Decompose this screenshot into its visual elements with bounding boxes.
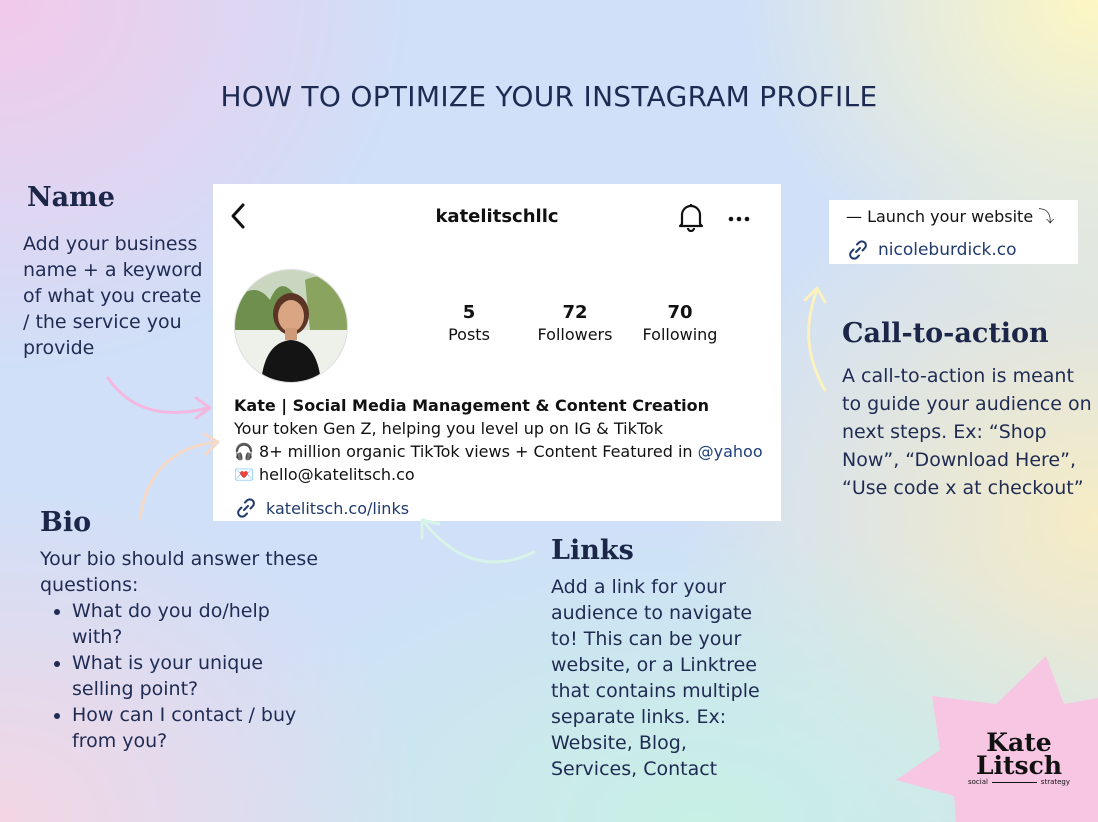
- bio-line-text: 8+ million organic TikTok views + Content Featured in: [253, 442, 698, 461]
- bio-bullet: • What do you do/help with?: [72, 598, 287, 650]
- cta-heading: Call-to-action: [842, 318, 1049, 349]
- page-title: HOW TO OPTIMIZE YOUR INSTAGRAM PROFILE: [220, 80, 878, 113]
- stat-label: Following: [642, 325, 718, 344]
- stat-label: Followers: [537, 325, 613, 344]
- bell-icon[interactable]: [677, 202, 705, 236]
- love-letter-icon: 💌: [234, 465, 254, 484]
- cta-link-text: nicoleburdick.co: [878, 240, 1017, 260]
- cta-description: A call-to-action is meant to guide your audience on next steps. Ex: “Shop Now”, “Download Here”, “Use code x at checkout”: [842, 365, 1092, 499]
- bio-bullet: • What is your unique selling point?: [72, 650, 287, 702]
- name-heading: Name: [27, 182, 115, 213]
- bio-description: [40, 546, 340, 754]
- stat-followers[interactable]: [525, 302, 625, 344]
- stat-label: Posts: [448, 325, 490, 344]
- links-heading: Links: [551, 535, 634, 566]
- links-description: Add a link for your audience to navigate to! This can be your website, or a Linktree that contains multiple separate links. Ex: Website, Blog, Services, Contact: [551, 576, 760, 780]
- cta-launch-text: — Launch your website ⤵: [846, 207, 1055, 226]
- link-icon: [234, 496, 258, 520]
- headphones-icon: 🎧: [234, 442, 254, 461]
- yahoo-mention-link[interactable]: @yahoo: [697, 442, 763, 461]
- profile-bio-line: [234, 440, 763, 463]
- profile-avatar[interactable]: [234, 269, 348, 383]
- stat-following[interactable]: [630, 302, 730, 344]
- profile-bio: [234, 394, 763, 486]
- logo-tag-right: strategy: [1040, 778, 1070, 786]
- profile-username: katelitschllc: [435, 206, 559, 227]
- name-description: Add your business name + a keyword of what you create / the service you provide: [23, 233, 203, 359]
- logo-line2: Litsch: [975, 751, 1063, 780]
- bio-email-text: hello@katelitsch.co: [253, 465, 415, 484]
- bio-intro: Your bio should answer these questions:: [40, 548, 319, 596]
- name-arrow-icon: [100, 370, 220, 430]
- instagram-profile-card: [213, 184, 781, 521]
- logo-tag-left: social: [968, 778, 988, 786]
- bio-arrow-icon: [130, 430, 230, 525]
- more-options-icon[interactable]: [727, 204, 751, 228]
- stat-value: 5: [462, 302, 476, 323]
- bio-bullet: • How can I contact / buy from you?: [72, 702, 312, 754]
- profile-link-text: katelitsch.co/links: [266, 498, 410, 518]
- cta-arrow-icon: [795, 282, 845, 394]
- kate-litsch-logo: [960, 728, 1078, 786]
- bio-heading: Bio: [40, 507, 92, 538]
- cta-example-box: [829, 200, 1078, 264]
- logo-line1: Kate: [986, 728, 1052, 757]
- profile-bio-line: [234, 463, 763, 486]
- profile-bio-line: Your token Gen Z, helping you level up on IG & TikTok: [234, 419, 663, 438]
- profile-name-line: Kate | Social Media Management & Content Creation: [234, 396, 709, 415]
- cta-link[interactable]: [846, 238, 1017, 262]
- stat-posts[interactable]: [419, 302, 519, 344]
- link-icon: [846, 238, 870, 262]
- stat-value: 70: [667, 302, 693, 323]
- logo-divider: [992, 782, 1037, 783]
- stat-value: 72: [562, 302, 588, 323]
- bio-bullet-list: [40, 598, 340, 754]
- links-arrow-icon: [412, 512, 542, 572]
- profile-link[interactable]: [234, 496, 409, 520]
